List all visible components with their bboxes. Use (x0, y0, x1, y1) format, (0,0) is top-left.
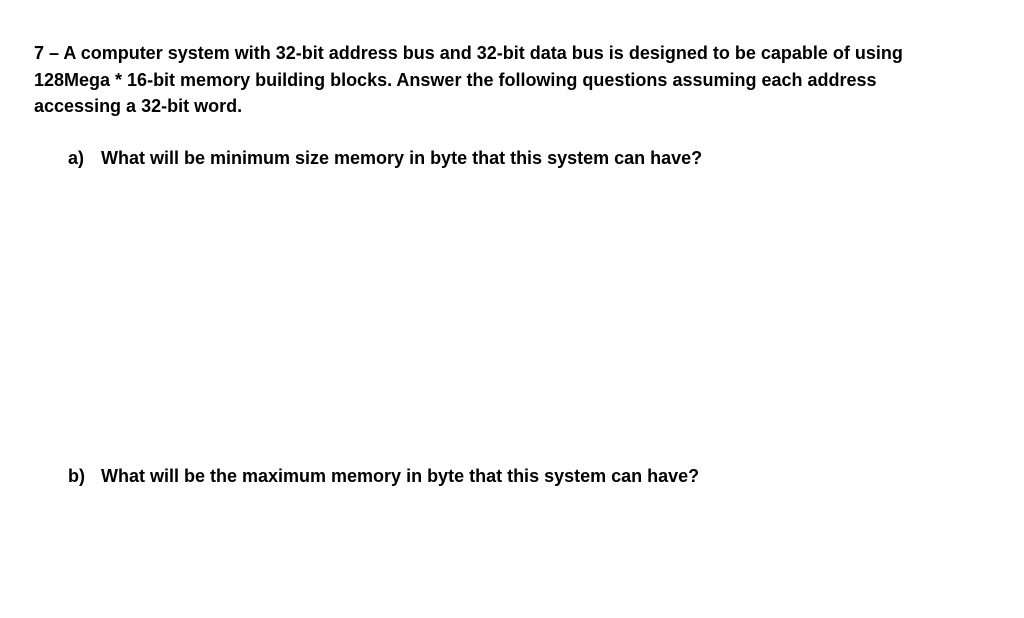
problem-line-2: 128Mega * 16-bit memory building blocks. Answer the following questions assuming each address (34, 69, 877, 90)
question-b (68, 464, 699, 488)
question-a-label: a) (68, 148, 85, 168)
question-b-label: b) (68, 466, 85, 486)
problem-statement (34, 40, 974, 120)
question-a-text: What will be minimum size memory in byte that this system can have? (101, 148, 703, 168)
question-b-text: What will be the maximum memory in byte that this system can have? (101, 466, 700, 486)
problem-line-3: accessing a 32-bit word. (34, 96, 243, 116)
answer-space-b (100, 498, 980, 608)
problem-line-1: 7 – A computer system with 32-bit address bus and 32-bit data bus is designed to be capable of using (34, 43, 903, 63)
question-a (68, 146, 702, 170)
answer-space-a (100, 180, 980, 450)
